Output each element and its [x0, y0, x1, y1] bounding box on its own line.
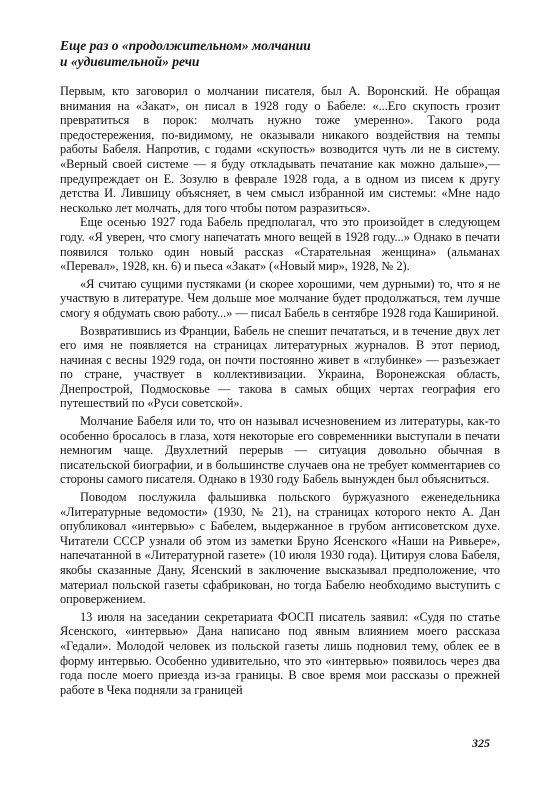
paragraph: Поводом послужила фальшивка польского буржуазного еженедельника «Литературные ведомости» (1930, № 21), на страницах которого некто А. Дан опубликовал «интервью» с Бабелем, выдержанное в грубом антисоветском духе. Читатели СССР узнали об этом из заметки Бруно Ясенского «Наши на Ривьере», напечатанной в «Литературной газете» (10 июля 1930 года). Цитируя слова Бабеля, якобы сказанные Дану, Ясенский в заключение высказывал предположение, что материал польской газеты сфабрикован, но тогда Бабелю необходимо выступить с опровержением. [60, 490, 500, 607]
page-number: 325 [472, 736, 490, 750]
section-heading [60, 38, 490, 70]
paragraph: Первым, кто заговорил о молчании писателя, был А. Воронский. Не обращая внимания на «Закат», он писал в 1928 году о Бабеле: «...Его скупость грозит превратиться в порок: молчать нужно тоже умеренно». Такого рода предостережения, по-видимому, не оказывали никакого воздействия на темпы работы Бабеля. Напротив, с годами «скупость» возводится чуть ли не в систему. «Верный своей системе — я буду откладывать печатание как можно дальше»,— предупреждает он Е. Зозулю в феврале 1928 года, а в одном из писем к другу детства И. Лившицу объясняет, в чем смысл избранной им системы: «Мне надо несколько лет молчать, для того чтобы потом разразиться». [60, 84, 500, 215]
paragraph: «Я считаю сущими пустяками (и скорее хорошими, чем дурными) то, что я не участвую в литературе. Чем дольше мое молчание будет продолжаться, тем лучше смогу я обдумать свою работу...» — писал Бабель в сентябре 1928 года Кашириной. [60, 276, 500, 320]
section-heading-line-1: Еще раз о «продолжительном» молчании [60, 38, 311, 53]
paragraph: Молчание Бабеля или то, что он называл исчезновением из литературы, как-то особенно бросалось в глаза, хотя некоторые его современники выступали в печати немногим чаще. Двухлетний перерыв — ситуация довольно обычная в писательской биографии, и в большинстве случаев она не требует комментариев со стороны самого писателя. Однако в 1930 году Бабель вынужден был объясниться. [60, 414, 500, 487]
section-heading-line-2: и «удивительной» речи [60, 54, 200, 69]
body-text [60, 84, 500, 697]
paragraph: Возвратившись из Франции, Бабель не спешит печататься, и в течение двух лет его имя не появляется на страницах литературных журналов. В этот период, начиная с весны 1929 года, он почти постоянно живет в «глубинке» — разъезжает по стране, участвует в коллективизации. Украина, Воронежская область, Днепрострой, Подмосковье — такова в самых общих чертах география его путешествий по «Руси советской». [60, 323, 500, 411]
paragraph: 13 июля на заседании секретариата ФОСП писатель заявил: «Судя по статье Ясенского, «интервью» Дана написано под явным влиянием моего рассказа «Гедали». Молодой человек из польской газеты лишь подновил тему, облек ее в форму интервью. Особенно удивительно, что это «интервью» появилось через два года после моего приезда из-за границы. В свое время мои рассказы о прежней работе в Чека подняли за границей [60, 609, 500, 697]
paragraph: Еще осенью 1927 года Бабель предполагал, что это произойдет в следующем году. «Я уверен, что смогу напечатать много вещей в 1928 году...» Однако в печати появился только один новый рассказ «Старательная женщина» (альманах «Перевал», 1928, кн. 6) и пьеса «Закат» («Новый мир», 1928, № 2). [60, 215, 500, 274]
